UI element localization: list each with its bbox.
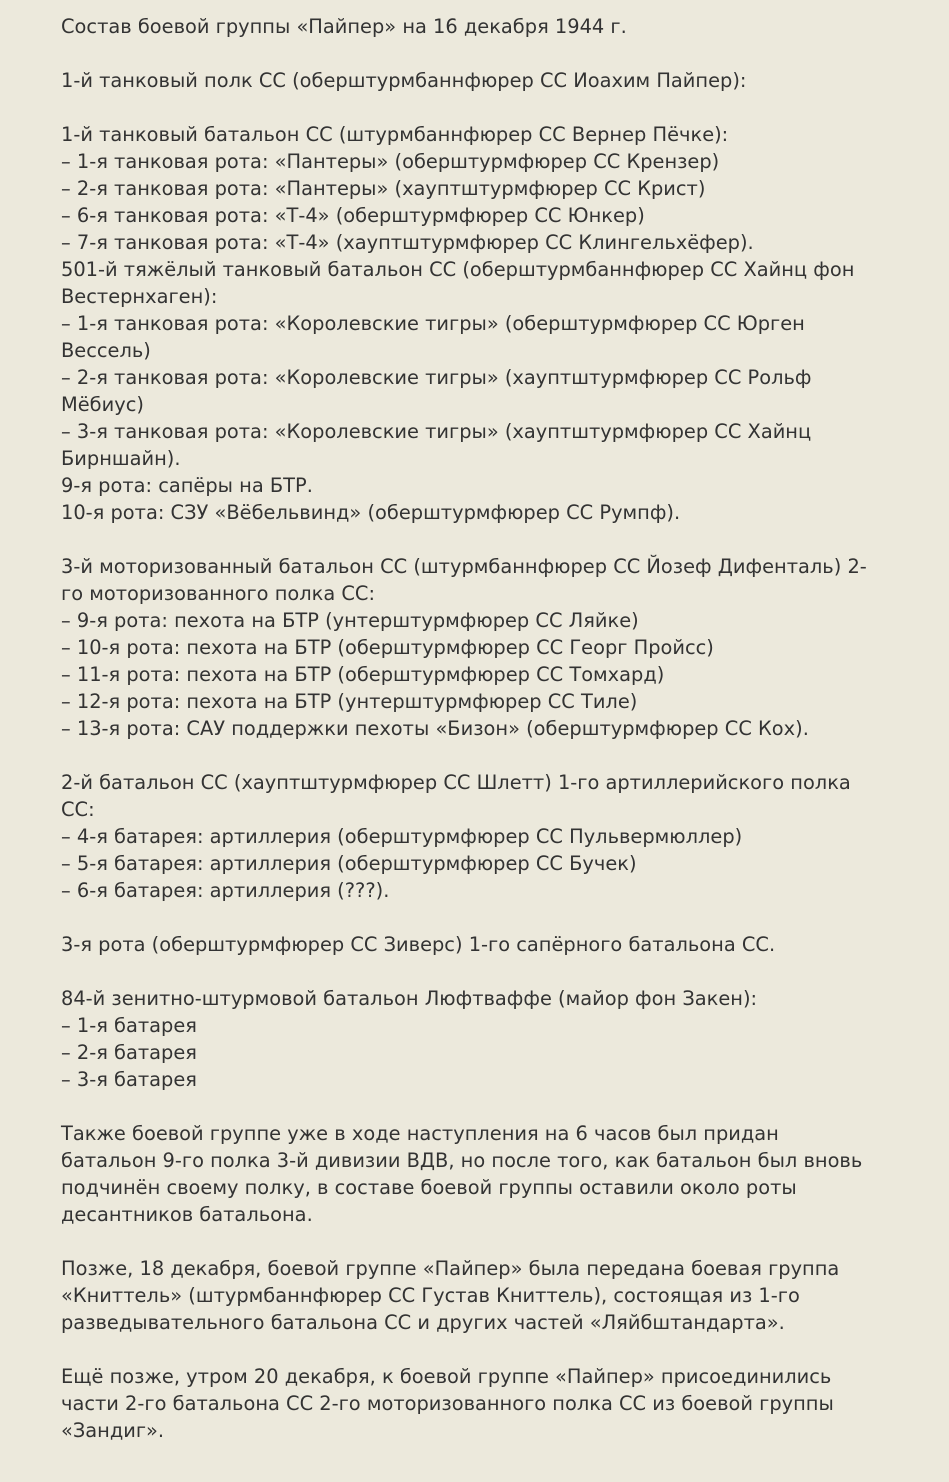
text-line: – 2-я танковая рота: «Пантеры» (хауптштурмфюрер СС Крист) bbox=[61, 177, 706, 200]
text-line: – 13-я рота: САУ поддержки пехоты «Бизон» (оберштурмфюрер СС Кох). bbox=[61, 717, 809, 740]
text-line: – 3-я батарея bbox=[61, 1068, 197, 1091]
text-line: – 1-я танковая рота: «Пантеры» (оберштурмфюрер СС Крензер) bbox=[61, 150, 720, 173]
paragraph-tank-regiment bbox=[61, 67, 949, 94]
text-line: Также боевой группе уже в ходе наступления на 6 часов был придан bbox=[61, 1122, 779, 1145]
text-line: – 2-я танковая рота: «Королевские тигры» (хауптштурмфюрер СС Рольф bbox=[61, 366, 812, 389]
text-line: 1-й танковый полк СС (оберштурмбаннфюрер СС Иоахим Пайпер): bbox=[61, 69, 747, 92]
text-line: десантников батальона. bbox=[61, 1203, 313, 1226]
text-line: части 2-го батальона СС 2-го моторизованного полка СС из боевой группы bbox=[61, 1392, 834, 1415]
text-line: 9-я рота: сапёры на БТР. bbox=[61, 474, 313, 497]
paragraph-luftwaffe-battalion bbox=[61, 985, 949, 1093]
text-line: – 6-я танковая рота: «Т-4» (оберштурмфюрер СС Юнкер) bbox=[61, 204, 645, 227]
text-line: батальон 9-го полка 3-й дивизии ВДВ, но после того, как батальон был вновь bbox=[61, 1149, 863, 1172]
text-line: – 9-я рота: пехота на БТР (унтерштурмфюрер СС Ляйке) bbox=[61, 609, 639, 632]
text-line: 10-я рота: СЗУ «Вёбельвинд» (оберштурмфюрер СС Румпф). bbox=[61, 501, 681, 524]
text-line: 501-й тяжёлый танковый батальон СС (оберштурмбаннфюрер СС Хайнц фон bbox=[61, 258, 855, 281]
text-line: – 3-я танковая рота: «Королевские тигры» (хауптштурмфюрер СС Хайнц bbox=[61, 420, 812, 443]
text-line: 3-я рота (оберштурмфюрер СС Зиверс) 1-го сапёрного батальона СС. bbox=[61, 933, 776, 956]
text-line: Бирншайн). bbox=[61, 447, 181, 470]
paragraph-artillery-battalion bbox=[61, 769, 949, 904]
text-line: Состав боевой группы «Пайпер» на 16 декабря 1944 г. bbox=[61, 15, 627, 38]
paragraph-sandig-group bbox=[61, 1363, 949, 1444]
text-line: 84-й зенитно-штурмовой батальон Люфтваффе (майор фон Закен): bbox=[61, 987, 758, 1010]
text-line: – 1-я батарея bbox=[61, 1014, 197, 1037]
text-line: – 2-я батарея bbox=[61, 1041, 197, 1064]
text-line: – 11-я рота: пехота на БТР (оберштурмфюрер СС Томхард) bbox=[61, 663, 665, 686]
text-line: го моторизованного полка СС: bbox=[61, 582, 375, 605]
paragraph-tank-battalions bbox=[61, 121, 949, 526]
text-line: – 1-я танковая рота: «Королевские тигры» (оберштурмфюрер СС Юрген bbox=[61, 312, 805, 335]
text-line: Вестернхаген): bbox=[61, 285, 218, 308]
text-line: – 4-я батарея: артиллерия (оберштурмфюрер СС Пульвермюллер) bbox=[61, 825, 743, 848]
text-line: подчинён своему полку, в составе боевой группы оставили около роты bbox=[61, 1176, 797, 1199]
paragraph-motorized-battalion bbox=[61, 553, 949, 742]
text-line: Мёбиус) bbox=[61, 393, 144, 416]
text-line: – 7-я танковая рота: «Т-4» (хауптштурмфюрер СС Клингельхёфер). bbox=[61, 231, 754, 254]
text-line: Позже, 18 декабря, боевой группе «Пайпер» была передана боевая группа bbox=[61, 1257, 840, 1280]
paragraph-engineer-company bbox=[61, 931, 949, 958]
text-line: 1-й танковый батальон СС (штурмбаннфюрер СС Вернер Пёчке): bbox=[61, 123, 729, 146]
text-line: 2-й батальон СС (хауптштурмфюрер СС Шлетт) 1-го артиллерийского полка bbox=[61, 771, 851, 794]
paragraph-title bbox=[61, 13, 949, 40]
text-line: – 12-я рота: пехота на БТР (унтерштурмфюрер СС Тиле) bbox=[61, 690, 638, 713]
text-line: разведывательного батальона СС и других частей «Ляйбштандарта». bbox=[61, 1311, 785, 1334]
text-line: Ещё позже, утром 20 декабря, к боевой группе «Пайпер» присоединились bbox=[61, 1365, 832, 1388]
text-line: 3-й моторизованный батальон СС (штурмбаннфюрер СС Йозеф Дифенталь) 2- bbox=[61, 555, 867, 578]
text-line: – 5-я батарея: артиллерия (оберштурмфюрер СС Бучек) bbox=[61, 852, 637, 875]
text-line: «Книттель» (штурмбаннфюрер СС Густав Книттель), состоящая из 1-го bbox=[61, 1284, 800, 1307]
text-line: – 6-я батарея: артиллерия (???). bbox=[61, 879, 390, 902]
paragraph-knittel-group bbox=[61, 1255, 949, 1336]
text-line: Вессель) bbox=[61, 339, 151, 362]
text-line: – 10-я рота: пехота на БТР (оберштурмфюрер СС Георг Пройсс) bbox=[61, 636, 714, 659]
paragraph-paratroopers bbox=[61, 1120, 949, 1228]
text-line: «Зандиг». bbox=[61, 1419, 165, 1442]
text-line: СС: bbox=[61, 798, 95, 821]
